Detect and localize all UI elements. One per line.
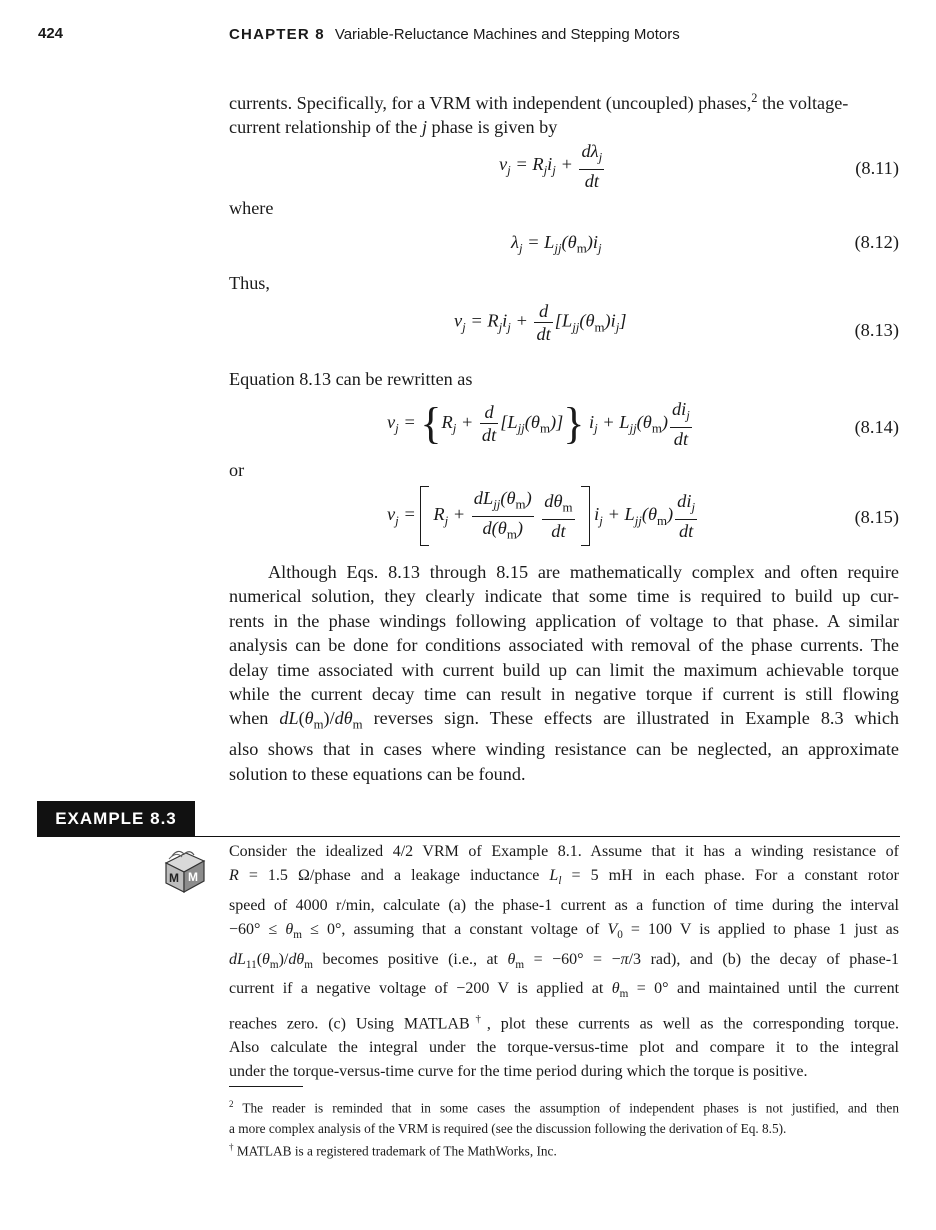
equation-number: (8.11) — [855, 158, 899, 178]
example-rule — [195, 836, 900, 837]
svg-text:M: M — [169, 871, 179, 885]
body-paragraph: Although Eqs. 8.13 through 8.15 are mathematically complex and often require numerical solution, they clearly indicate that some time is required to build up cur- rents in the phase windings following application of voltage to that phase. A similar analysis can be done for conditions associated with removal of the phase currents. The delay time associated with current build up can limit the maximum achievable torque while the current decay time can result in negative torque if current is still flowing when $dL(\theta_m)/d\theta_m$ reverses sign. These effects are illustrated in Example 8.3 which also shows that in cases where winding resistance can be neglected, an approximate solution to these equations can be found. — [229, 562, 899, 784]
running-head — [229, 26, 680, 43]
intro-paragraph: currents. Specifically, for a VRM with independent (uncoupled) phases,$^2$ the voltage- current relationship of the j phase is given by — [229, 91, 849, 138]
svg-text:M: M — [188, 870, 198, 884]
equation-8-15: $v_j = R_j$ + $\frac{dL_{jj}(\theta_m)}{d(\theta_m)}$ $\frac{d\theta_m}{dt}$ $i_j + L_{jj}(\theta_m)$ $\frac{di_j}{dt}$ (8.15) — [229, 486, 899, 550]
equation-number: (8.15) — [854, 507, 899, 527]
example-rule-left — [37, 836, 195, 837]
equation-8-14: $v_j = \{R_j$ + $\frac{d}{dt}$ $[L_{jj}(\theta_m)]$} $i_j + L_{jj}(\theta_m)$ $\frac{di_j}{dt}$ (8.14) — [387, 398, 899, 449]
footnote-dagger: † MATLAB is a registered trademark of The MathWorks, Inc. — [229, 1142, 557, 1159]
equation-8-11: $v_j = R_ji_j$ + $\frac{d\lambda_j}{dt}$ (8.11) — [499, 141, 899, 191]
equation-number: (8.13) — [854, 320, 899, 340]
page-number: 424 — [38, 25, 64, 42]
equation-8-12: $\lambda_j = L_{jj}(\theta_m)i_j$ (8.12) — [511, 232, 899, 256]
equation-number: (8.12) — [854, 232, 899, 252]
word-thus: Thus, — [229, 273, 270, 293]
word-or: or — [229, 460, 245, 480]
footnote-2: $^2$ The reader is reminded that in some cases the assumption of independent phases is not justified, and then a more complex analysis of the VRM is required (see the discussion following the derivation of Eq. 8.5). — [229, 1099, 899, 1137]
chapter-label: CHAPTER 8 — [229, 26, 325, 43]
chapter-title: Variable-Reluctance Machines and Stepping Motors — [334, 26, 680, 43]
word-where: where — [229, 198, 274, 218]
example-problem: Consider the idealized 4/2 VRM of Example 8.1. Assume that it has a winding resistance of R = 1.5 Ω/phase and a leakage inductance $L_l = 5$ mH in each phase. For a constant rotor speed of 4000 r/min, calculate (a) the phase-1 current as a function of time during the interval $-60^\circ \le \theta_m \le 0^\circ$, assuming that a constant voltage of $V_0 = 100$ V is applied to phase 1 just as $dL_{11}(\theta_m)/d\theta_m$ becomes positive (i.e., at $\theta_m = -60^\circ = -\pi/3$ rad), and (b) the decay of phase-1 current if a negative voltage of −200 V is applied at $\theta_m = 0^\circ$ and maintained until the current reaches zero. (c) Using MATLAB†, plot these currents as well as the corresponding torque. Also calculate the integral under the torque-versus-time plot and compare it to the integral under the torque-versus-time curve for the time period during which the torque is positive. — [229, 843, 900, 1081]
rewritten-text: Equation 8.13 can be rewritten as — [229, 369, 473, 389]
example-label: EXAMPLE 8.3 — [37, 801, 195, 837]
footnote-ref: 2 — [751, 91, 758, 105]
equation-number: (8.14) — [854, 417, 899, 437]
matlab-icon — [160, 845, 208, 895]
footnote-rule — [229, 1086, 303, 1087]
equation-8-13: $v_j = R_ji_j$ + $\frac{d}{dt}$ $[L_{jj}(\theta_m)i_j]$ (8.13) — [454, 301, 899, 344]
